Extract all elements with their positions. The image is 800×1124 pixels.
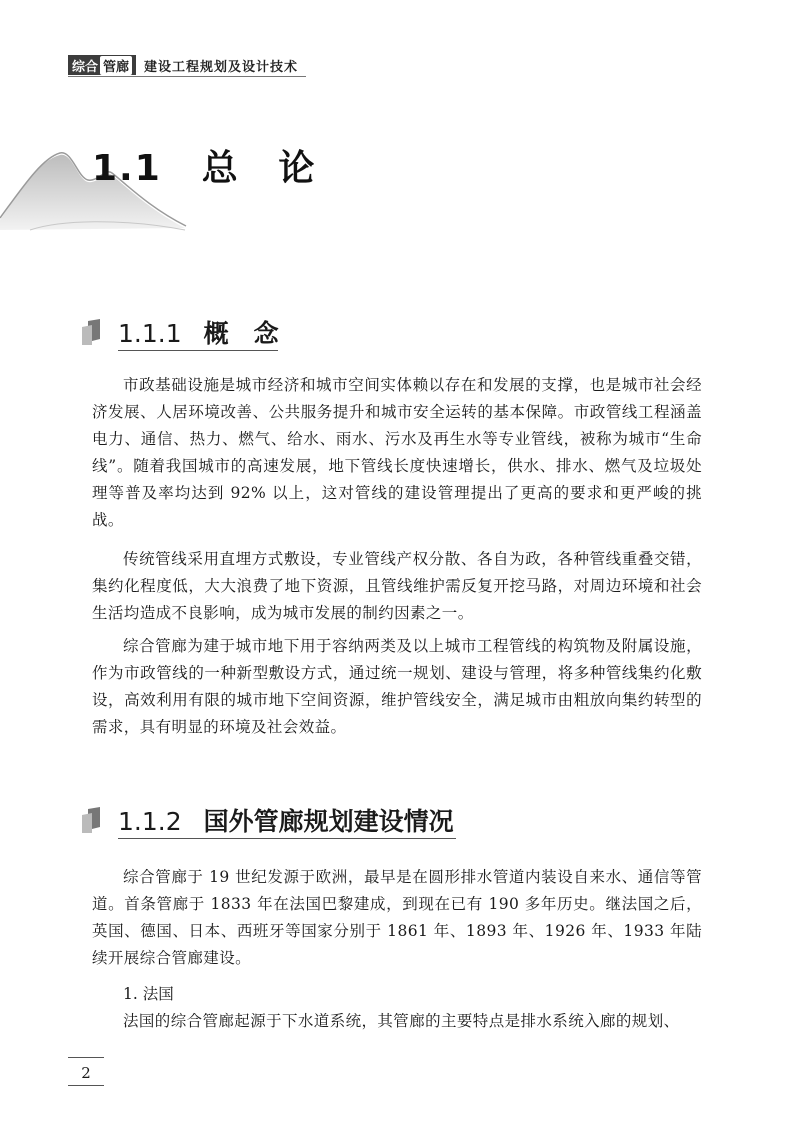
body-paragraph: 传统管线采用直埋方式敷设，专业管线产权分散、各自为政，各种管线重叠交错，集约化程度低，大大浪费了地下资源，且管线维护需反复开挖马路，对周边环境和社会生活均造成不良影响，成为城市发展的制约因素之一。 — [92, 550, 702, 622]
running-header — [68, 54, 298, 76]
chapter-heading — [92, 140, 328, 191]
page-number-rule-top — [68, 1057, 104, 1058]
body-paragraph: 法国的综合管廊起源于下水道系统，其管廊的主要特点是排水系统入廊的规划、 — [123, 1012, 680, 1030]
section-title: 概 念 — [203, 319, 279, 348]
body-paragraph: 综合管廊于 19 世纪发源于欧洲，最早是在圆形排水管道内装设自来水、通信等管道。首条管廊于 1833 年在法国巴黎建成，到现在已有 190 多年历史。继法国之后，英国、德国、日本、西班牙等国家分别于 1861 年、1893 年、1926 年、1933 年陆续开展综合管廊建设。 — [92, 868, 702, 967]
badge-part1: 综合 — [72, 59, 99, 75]
section-number: 1.1.1 — [118, 319, 182, 348]
header-rule — [68, 76, 306, 77]
section-heading-1-1-1 — [82, 314, 279, 350]
section-rule — [118, 350, 278, 351]
section-marker-icon — [82, 319, 102, 345]
section-rule — [118, 838, 456, 839]
chapter-number: 1.1 — [92, 148, 162, 189]
book-badge — [68, 55, 136, 75]
book-title: 建设工程规划及设计技术 — [144, 59, 299, 75]
section-heading-1-1-2 — [82, 802, 454, 838]
section-marker-icon — [82, 807, 102, 833]
badge-part2: 管廊 — [100, 56, 132, 75]
section-number: 1.1.2 — [118, 807, 182, 836]
body-paragraph: 市政基础设施是城市经济和城市空间实体赖以存在和发展的支撑，也是城市社会经济发展、人居环境改善、公共服务提升和城市安全运转的基本保障。市政管线工程涵盖电力、通信、热力、燃气、给水、雨水、污水及再生水等专业管线，被称为城市“生命线”。随着我国城市的高速发展，地下管线长度快速增长，供水、排水、燃气及垃圾处理等普及率均达到 92% 以上，这对管线的建设管理提出了更高的要求和更严峻的挑战。 — [92, 376, 702, 529]
chapter-title: 总 论 — [201, 148, 329, 189]
body-paragraph: 综合管廊为建于城市地下用于容纳两类及以上城市工程管线的构筑物及附属设施，作为市政管线的一种新型敷设方式，通过统一规划、建设与管理，将多种管线集约化敷设，高效利用有限的城市地下空间资源，维护管线安全，满足城市由粗放向集约转型的需求，具有明显的环境及社会效益。 — [92, 637, 702, 736]
page-number: 2 — [81, 1064, 91, 1082]
section-title: 国外管廊规划建设情况 — [203, 807, 454, 836]
list-item-label: 1. 法国 — [123, 985, 174, 1003]
page-number-rule-bottom — [68, 1085, 104, 1086]
